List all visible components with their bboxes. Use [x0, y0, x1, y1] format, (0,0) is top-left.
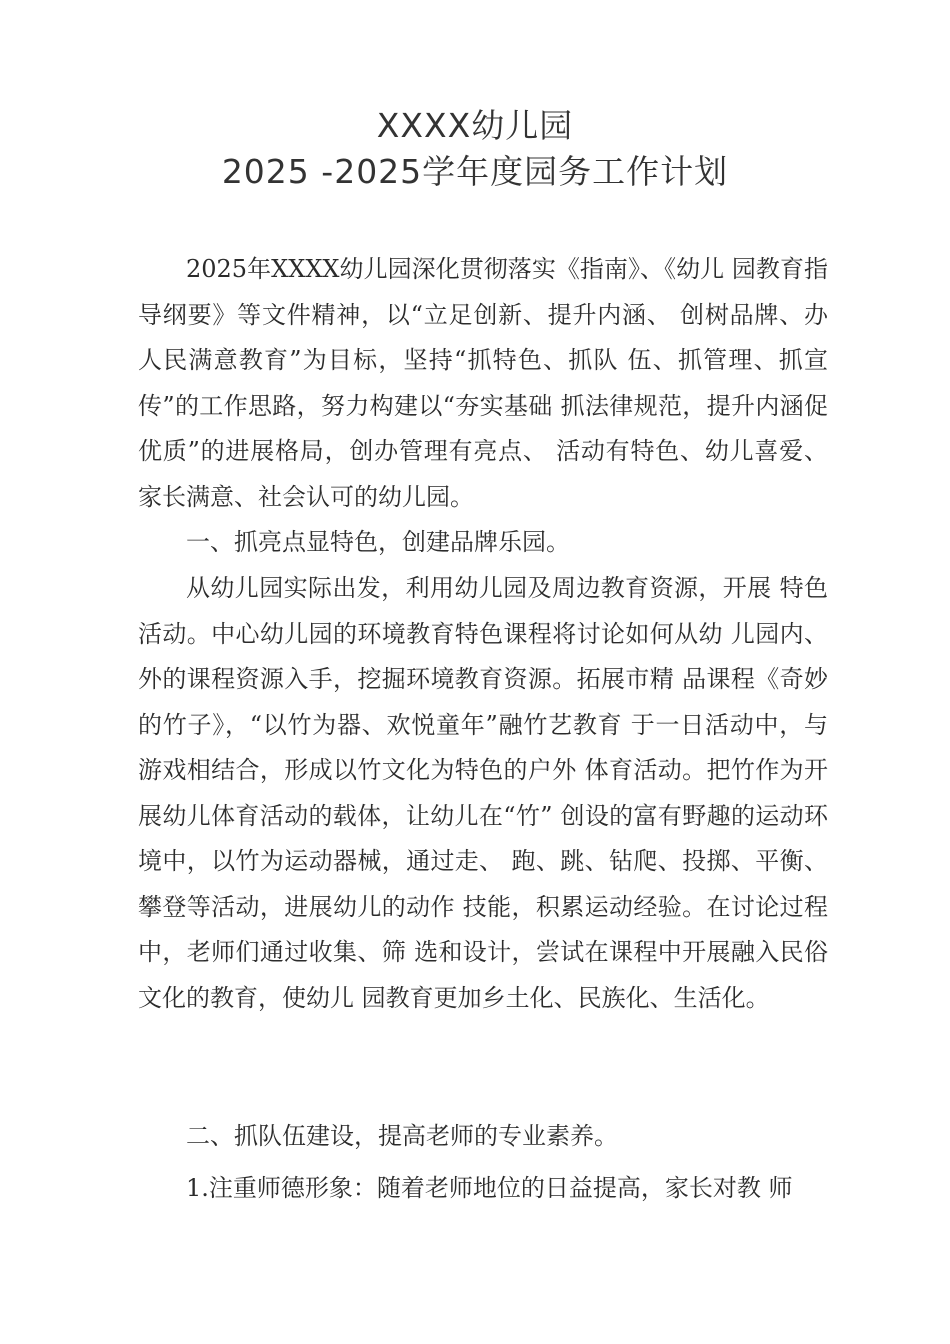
section2-heading: 二、抓队伍建设，提高老师的专业素养。	[186, 1122, 618, 1150]
document-title-plan: 2025 -2025学年度园务工作计划	[221, 152, 729, 191]
section1-heading: 一、抓亮点显特色，创建品牌乐园。	[186, 528, 570, 556]
section1-body: 从幼儿园实际出发，利用幼儿园及周边教育资源，开展 特色活动。中心幼儿园的环境教育特色课程将讨论如何从幼 儿园内、外的课程资源入手，挖掘环境教育资源。拓展市精 品课程《奇妙的竹子》，“以竹为器、欢悦童年”融竹艺教育 于一日活动中，与游戏相结合，形成以竹文化为特色的户外 体育活动。把竹作为开展幼儿体育活动的载体，让幼儿在“竹” 创设的富有野趣的运动环境中，以竹为运动器械，通过走、 跑、跳、钻爬、投掷、平衡、攀登等活动，进展幼儿的动作 技能，积累运动经验。在讨论过程中，老师们通过收集、筛 选和设计，尝试在课程中开展融入民俗文化的教育，使幼儿 园教育更加乡土化、民族化、生活化。	[138, 574, 828, 1012]
intro-paragraph	[138, 247, 828, 520]
section1-heading-block	[138, 520, 828, 566]
section2-item1: 1.注重师德形象：随着老师地位的日益提高，家长对教 师	[186, 1174, 793, 1202]
intro-text: 2025年XXXX幼儿园深化贯彻落实《指南》、《幼儿 园教育指导纲要》等文件精神，以“立足创新、提升内涵、 创树品牌、办人民满意教育”为目标，坚持“抓特色、抓队 伍、抓管理、抓宣传”的工作思路，努力构建以“夯实基础 抓法律规范，提升内涵促优质”的进展格局，创办管理有亮点、 活动有特色、幼儿喜爱、家长满意、社会认可的幼儿园。	[138, 255, 828, 511]
section2-heading-block	[138, 1114, 828, 1160]
document-title-school: XXXX幼儿园	[376, 106, 574, 145]
section2-item1-block	[138, 1166, 828, 1212]
section1-body-block	[138, 566, 828, 1021]
